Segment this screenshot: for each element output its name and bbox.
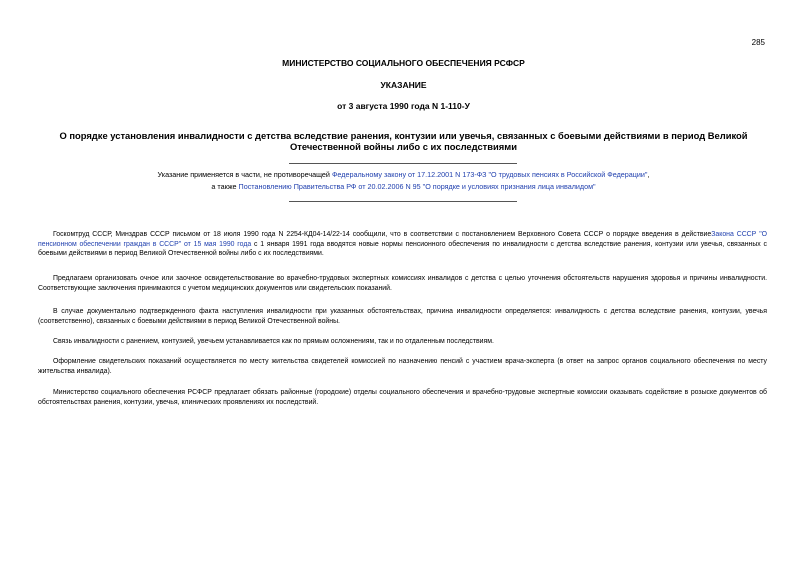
- paragraph-text: Госкомтруд СССР, Минздрав СССР письмом от 18 июля 1990 года N 2254-КД04-14/22-14 сообщили, что в соответствии с постановлением Верховного Совета СССР о порядке введения в действие: [53, 231, 712, 238]
- paragraph-1: [38, 230, 767, 259]
- paragraph-3: В случае документально подтвержденного факта наступления инвалидности при указанных обстоятельствах, причина инвалидности определяется: инвалидность с детства вследствие ранения, контузии, увечья (соответственно), связанных с боевыми действиями в период Великой Отечественной войны.: [38, 308, 767, 325]
- document-type-heading: УКАЗАНИЕ: [380, 80, 427, 90]
- page-number: 285: [751, 38, 765, 47]
- paragraph-2: Предлагаем организовать очное или заочное освидетельствование во врачебно-трудовых экспертных комиссиях инвалидов с детства с целью уточнения обстоятельств нарушения здоровья и причины инвалидности. Соответствующие заключения принимаются с учетом медицинских документов или свидетельских показаний.: [38, 275, 767, 292]
- applicability-note-line-2: [0, 182, 807, 192]
- federal-law-link[interactable]: Федеральному закону от 17.12.2001 N 173-ФЗ "О трудовых пенсиях в Российской Федерации": [331, 170, 648, 179]
- pension-law-link[interactable]: Закона СССР "О пенсионном обеспечении граждан в СССР" от 15 мая 1990 года: [38, 231, 768, 248]
- note-text: Указание применяется в части, не противоречащей: [157, 170, 332, 179]
- note-text: ,: [647, 170, 650, 179]
- document-date-number: от 3 августа 1990 года N 1-110-У: [337, 101, 470, 111]
- paragraph-5: Оформление свидетельских показаний осуществляется по месту жительства свидетелей комиссией по назначению пенсий с участием врача-эксперта (в ответ на запрос органов социального обеспечения по месту жительства инвалида).: [38, 358, 767, 375]
- ministry-heading: МИНИСТЕРСТВО СОЦИАЛЬНОГО ОБЕСПЕЧЕНИЯ РСФСР: [282, 58, 525, 68]
- paragraph-6: Министерство социального обеспечения РСФСР предлагает обязать районные (городские) отделы социального обеспечения и врачебно-трудовые экспертные комиссии оказывать содействие в розыске документов об обстоятельствах ранения, контузии, увечья, клинических проявлениях их последствий.: [38, 389, 767, 406]
- paragraph-4: Связь инвалидности с ранением, контузией, увечьем устанавливается как по прямым осложнениям, так и по отдаленным последствиям.: [53, 338, 494, 345]
- note-divider-top: [289, 163, 517, 164]
- applicability-note-line-1: [0, 170, 807, 180]
- note-text: а также: [211, 182, 239, 191]
- government-resolution-link[interactable]: Постановлению Правительства РФ от 20.02.2006 N 95 "О порядке и условиях признания лица инвалидом": [238, 182, 596, 191]
- note-divider-bottom: [289, 201, 517, 202]
- document-title: О порядке установления инвалидности с детства вследствие ранения, контузии или увечья, связанных с боевыми действиями в период Великой Отечественной войны либо с их последствиями: [59, 130, 748, 152]
- paragraph-text: с 1 января 1991 года вводятся новые нормы пенсионного обеспечения по инвалидности с детства вследствие ранения, контузии или увечья, связанных с боевыми действиями в период Великой Отечественной войны либо с их последствиями.: [38, 240, 767, 258]
